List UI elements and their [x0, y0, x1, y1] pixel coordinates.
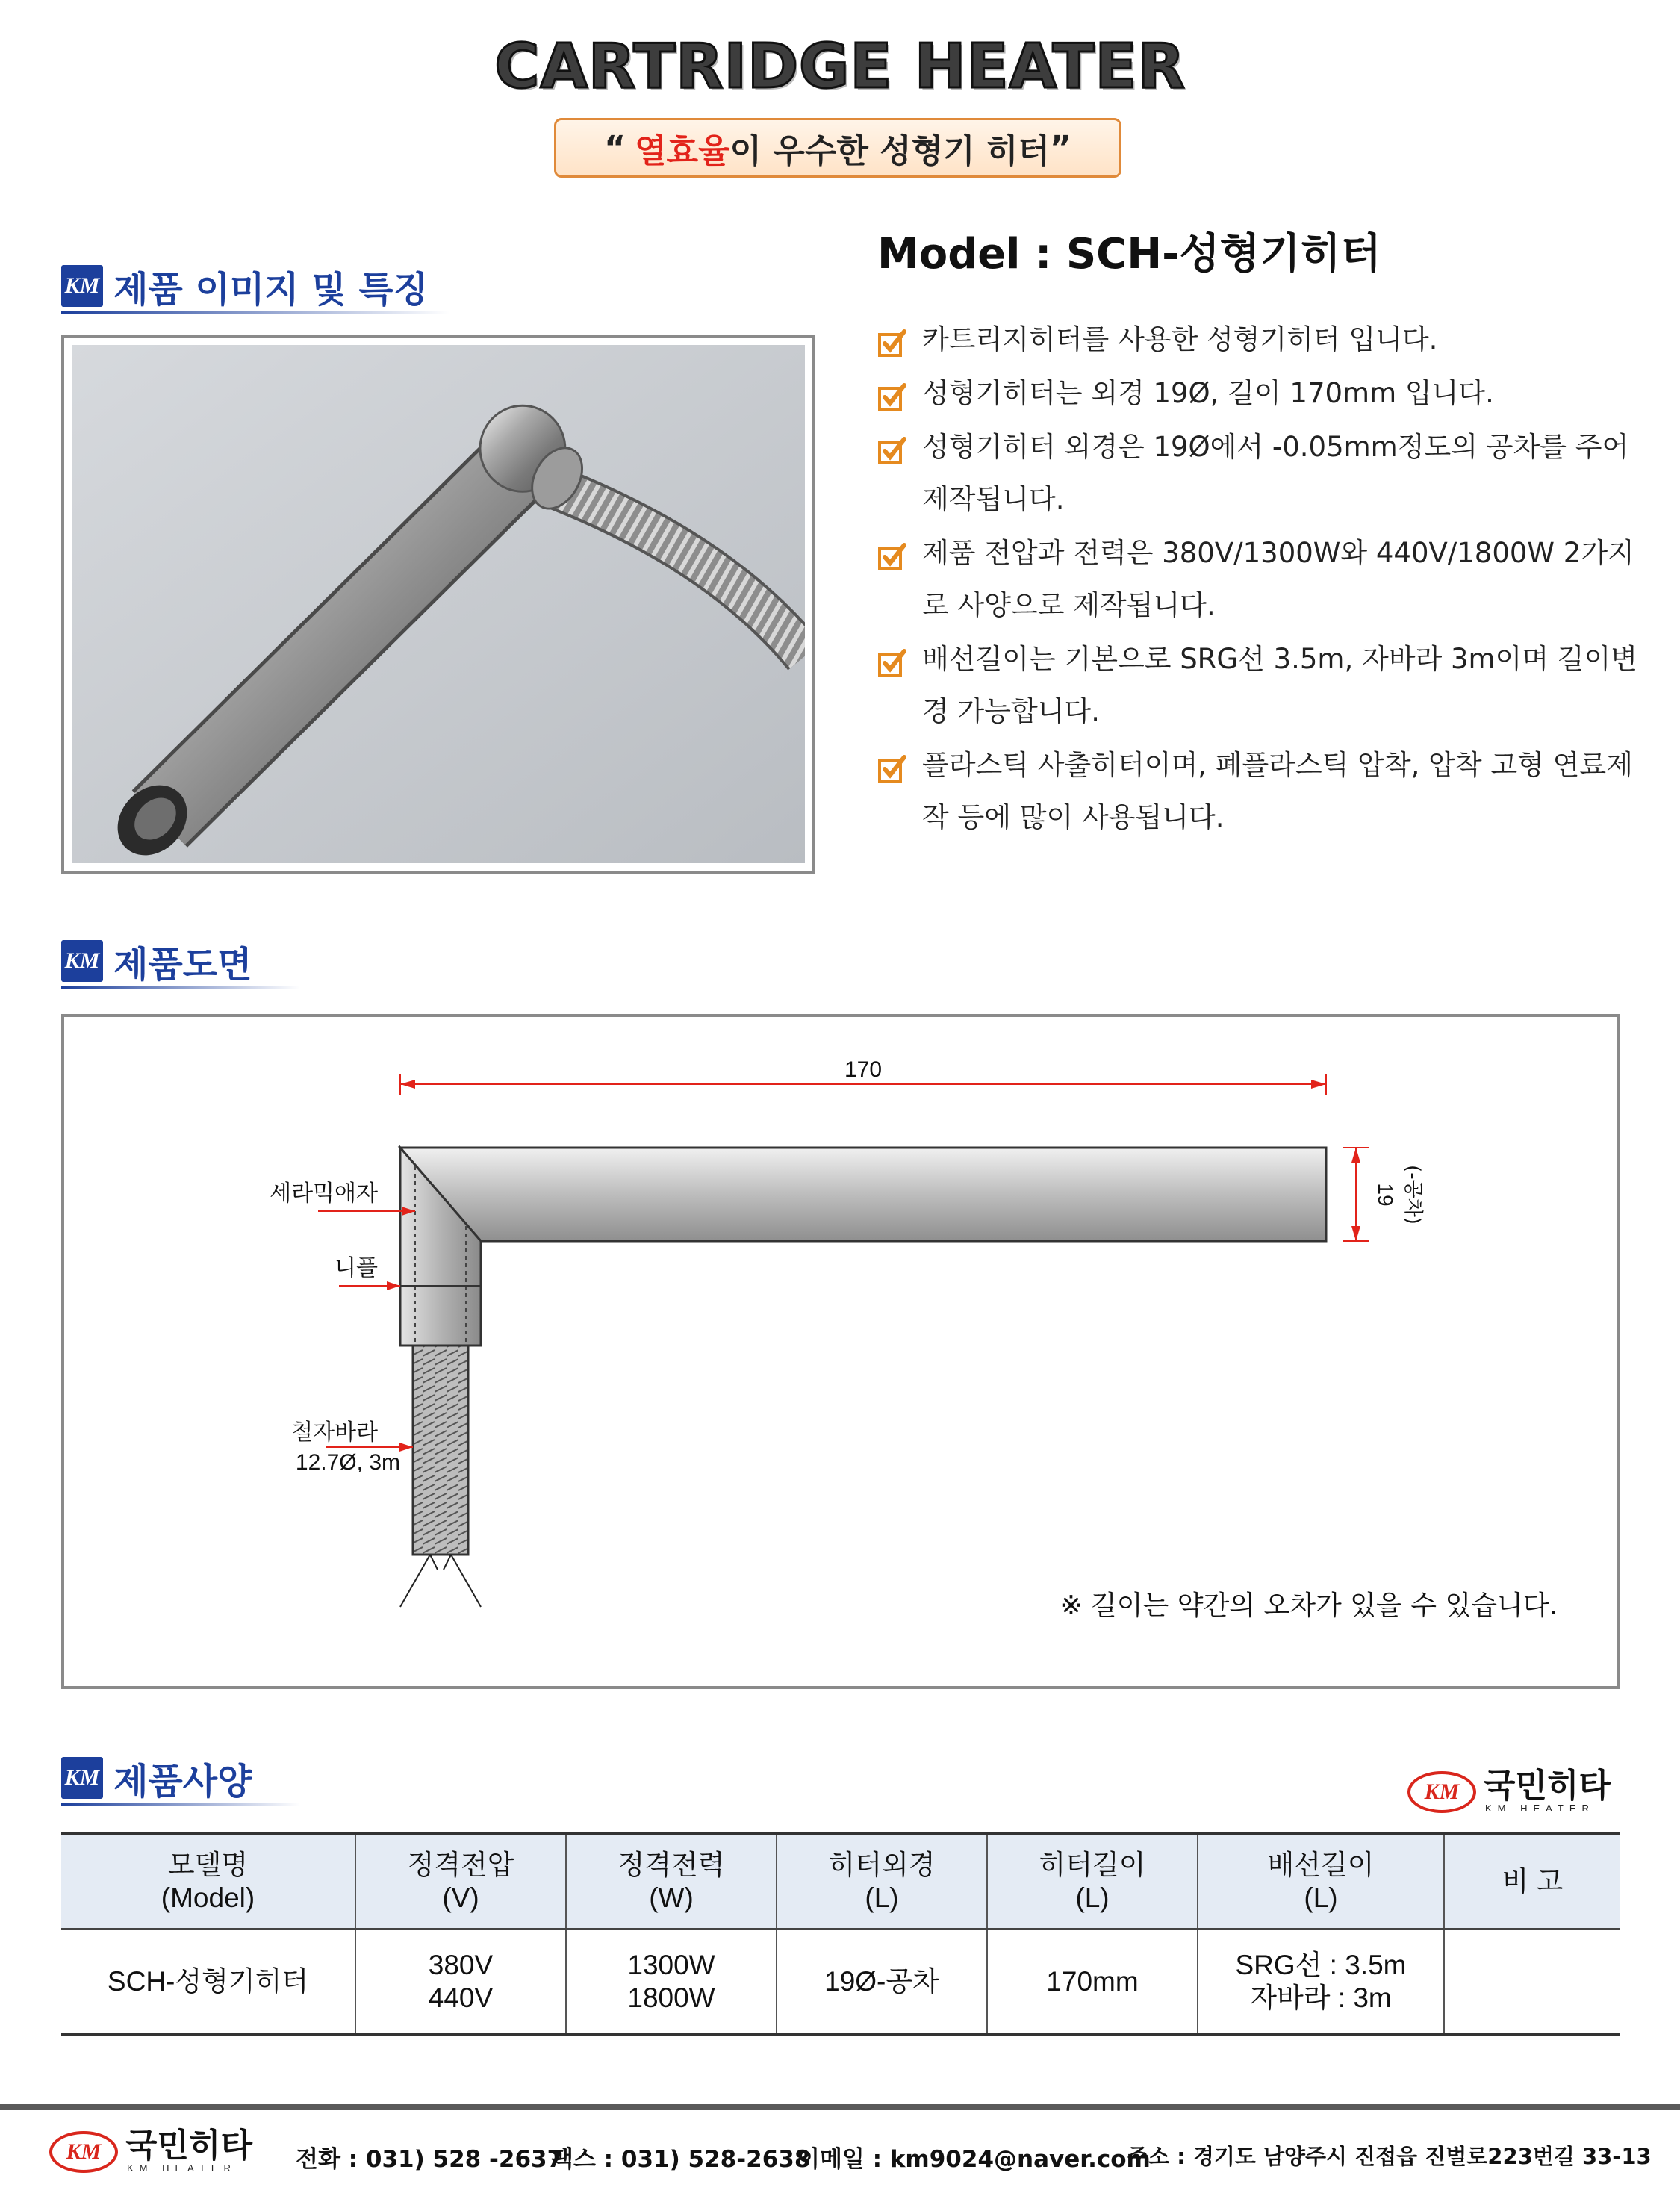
section-heading-drawing: [61, 938, 300, 984]
product-photo-image: [72, 345, 805, 863]
table-header-cell: 정격전력 (W): [566, 1834, 777, 1929]
feature-item: [877, 633, 1646, 738]
table-header-cell: 배선길이 (L): [1198, 1834, 1444, 1929]
table-cell: 170mm: [987, 1929, 1198, 2035]
ceramic-insulator-label: 세라믹애자: [270, 1181, 378, 1207]
km-badge-icon: KM: [61, 265, 103, 307]
brand-name: 국민히타: [125, 2127, 253, 2165]
table-header-cell: 히터길이 (L): [987, 1834, 1198, 1929]
subtitle-open-quote: “: [604, 128, 626, 167]
technical-drawing: [61, 1014, 1620, 1689]
brand-sub: KM HEATER: [127, 2162, 237, 2174]
conduit-spec-label: 12.7Ø, 3m: [295, 1450, 400, 1475]
feature-text: 배선길이는 기본으로 SRG선 3.5m, 자바라 3m이며 길이변경 가능합니다.: [922, 643, 1638, 727]
table-cell: SRG선 : 3.5m 자바라 : 3m: [1198, 1929, 1444, 2035]
checkbox-icon: [877, 382, 907, 412]
section-title: 제품사양: [113, 1760, 252, 1803]
table-header-cell: 정격전압 (V): [355, 1834, 566, 1929]
checkbox-icon: [877, 436, 907, 466]
table-cell: SCH-성형기히터: [61, 1929, 355, 2035]
model-title: Model : SCH-성형기히터: [877, 230, 1381, 279]
brand-logo: [1407, 1767, 1611, 1814]
km-badge-icon: KM: [61, 1757, 103, 1799]
table-row: [61, 1929, 1620, 2035]
feature-item: [877, 314, 1646, 366]
subtitle-highlight: 열효율: [634, 132, 730, 170]
checkbox-icon: [877, 648, 907, 678]
km-badge-icon: KM: [61, 940, 103, 982]
section-underline: [61, 311, 449, 314]
section-title: 제품도면: [113, 943, 252, 986]
feature-item: [877, 739, 1646, 844]
product-photo: [61, 335, 815, 874]
spec-table: [61, 1832, 1620, 2036]
section-heading-image-features: [61, 263, 449, 309]
feature-item: [877, 527, 1646, 632]
feature-text: 제품 전압과 전력은 380V/1300W와 440V/1800W 2가지로 사양으로 제작됩니다.: [922, 537, 1634, 621]
footer-phone: 전화 : 031) 528 -2637: [296, 2146, 564, 2173]
feature-text: 카트리지히터를 사용한 성형기히터 입니다.: [922, 323, 1438, 355]
dimension-length-label: 170: [844, 1057, 883, 1082]
km-logo-icon: KM: [1407, 1771, 1476, 1813]
page-title: CARTRIDGE HEATER: [494, 31, 1186, 102]
nipple-label: 니플: [335, 1255, 378, 1281]
section-heading-spec: [61, 1755, 300, 1801]
section-underline: [61, 986, 300, 989]
km-logo-icon: KM: [49, 2131, 118, 2173]
subtitle-banner: [554, 118, 1121, 178]
feature-text: 성형기히터는 외경 19Ø, 길이 170mm 입니다.: [922, 377, 1494, 409]
table-header-cell: 비 고: [1444, 1834, 1620, 1929]
dimension-tolerance-label: (-공차): [1401, 1165, 1424, 1225]
subtitle-text: 이 우수한 성형기 히터: [729, 132, 1050, 170]
table-cell: 1300W 1800W: [566, 1929, 777, 2035]
section-title: 제품 이미지 및 특징: [113, 268, 429, 311]
table-cell: 380V 440V: [355, 1929, 566, 2035]
footer-logo: [49, 2127, 253, 2174]
dimension-diameter-label: 19: [1374, 1183, 1397, 1207]
section-underline: [61, 1803, 300, 1806]
footer-email: 이메일 : km9024@naver.com: [797, 2146, 1151, 2173]
feature-text: 성형기히터 외경은 19Ø에서 -0.05mm정도의 공차를 주어 제작됩니다.: [922, 431, 1629, 515]
drawing-canvas: [64, 1017, 1617, 1686]
tolerance-note: ※ 길이는 약간의 오차가 있을 수 있습니다.: [1060, 1590, 1558, 1621]
conduit-label: 철자바라: [291, 1419, 378, 1446]
feature-item: [877, 367, 1646, 420]
table-cell: [1444, 1929, 1620, 2035]
checkbox-icon: [877, 329, 907, 358]
footer-divider: [0, 2104, 1680, 2110]
subtitle-close-quote: ”: [1050, 128, 1071, 167]
footer-fax: 팩스 : 031) 528-2638: [551, 2146, 811, 2173]
table-header-cell: 히터외경 (L): [777, 1834, 987, 1929]
footer-address: 주소 : 경기도 남양주시 진접읍 진벌로223번길 33-13: [1127, 2144, 1652, 2169]
table-header-row: [61, 1834, 1620, 1929]
brand-sub: KM HEATER: [1485, 1803, 1595, 1814]
feature-list: [877, 314, 1646, 845]
feature-item: [877, 421, 1646, 526]
checkbox-icon: [877, 542, 907, 572]
brand-name: 국민히타: [1484, 1767, 1611, 1805]
checkbox-icon: [877, 754, 907, 784]
feature-text: 플라스틱 사출히터이며, 폐플라스틱 압착, 압착 고형 연료제작 등에 많이 사용됩니다.: [922, 749, 1633, 833]
table-header-cell: 모델명 (Model): [61, 1834, 355, 1929]
table-cell: 19Ø-공차: [777, 1929, 987, 2035]
